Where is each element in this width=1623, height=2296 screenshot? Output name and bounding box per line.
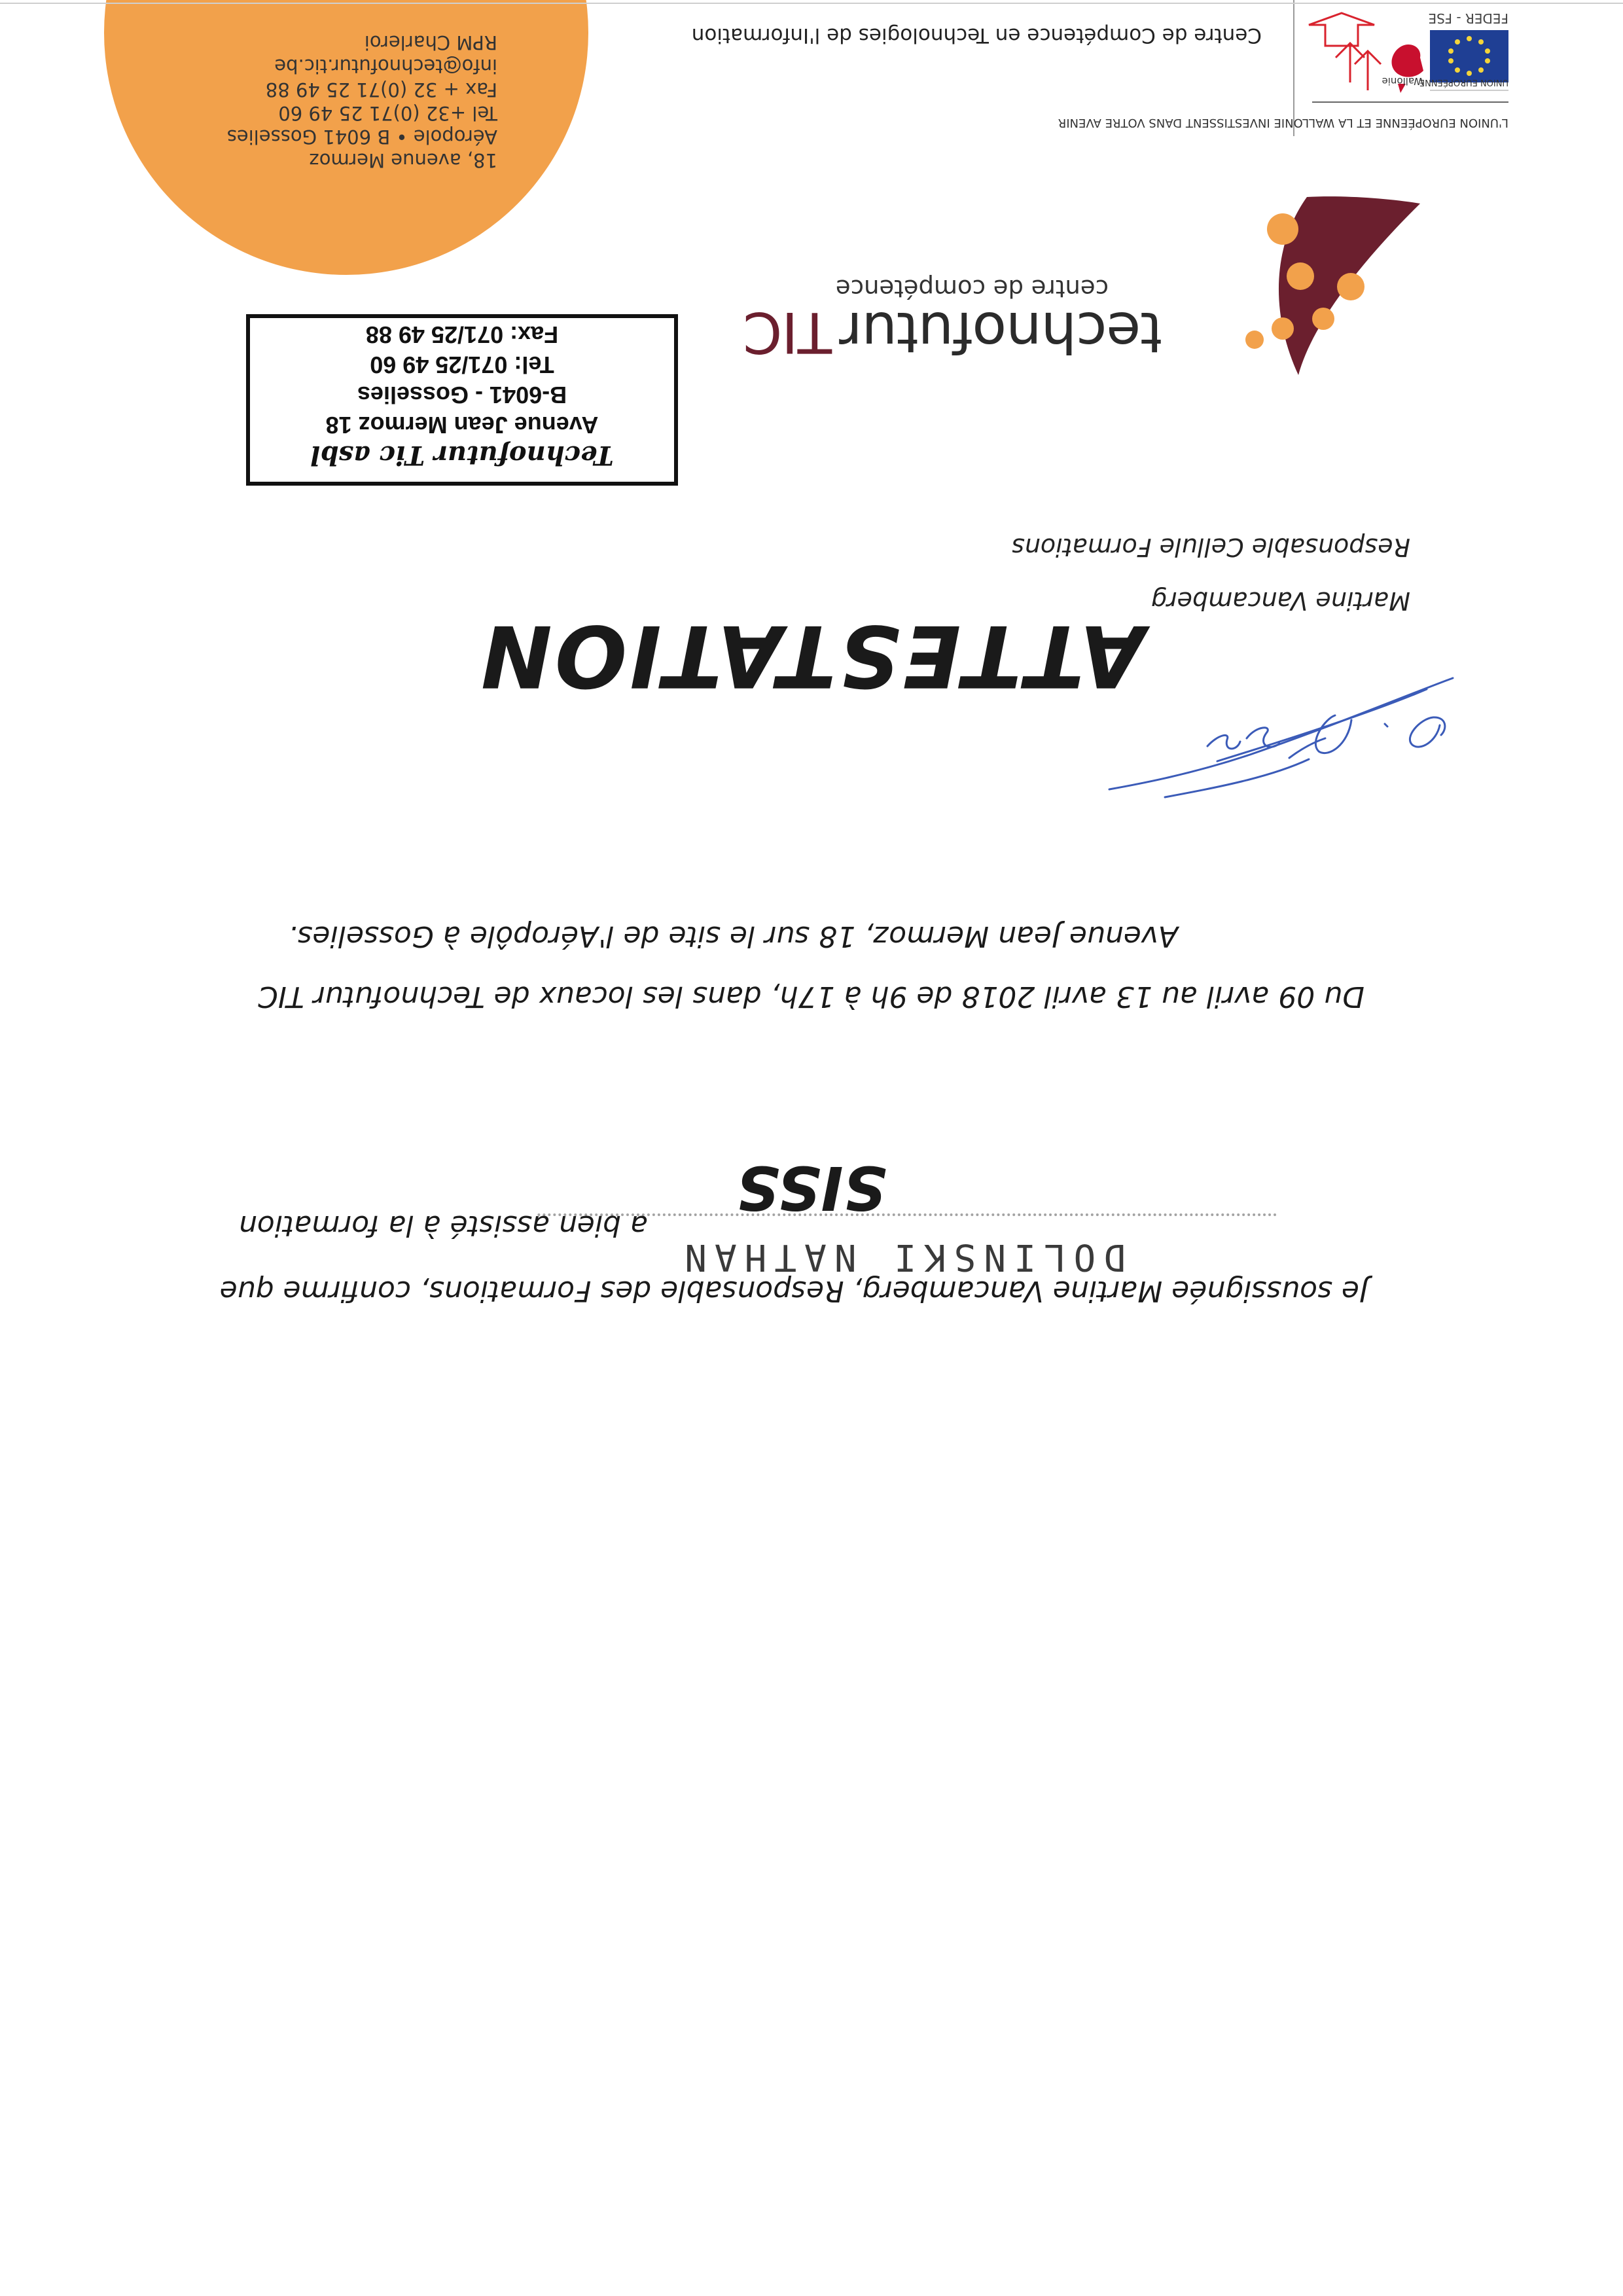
logo-brand-text: technofutur [840,299,1162,365]
eu-invest-text: L'UNION EUROPÉENNE ET LA WALLONIE INVESTISSENT DANS VOTRE AVENIR [1058,116,1508,130]
eu-feder-label: FEDER - FSE [1428,10,1508,26]
logo-subtitle: centre de compétence [835,274,1109,302]
participant-name: DOLINSKI NATHAN [677,1236,1126,1278]
eu-caption: UNION EUROPÉENNE [1419,77,1508,87]
address-line: RPM Charleroi [364,31,497,54]
footer-address [223,31,497,172]
stamp-city: B-6041 - Gosselies [357,382,567,408]
page-title: ATTESTATION [478,606,1145,706]
stamp-fax: Fax: 071/25 49 88 [365,321,559,348]
intro-text: Je soussignée Martine Vancamberg, Responsable des Formations, confirme que [219,1274,1368,1308]
stamp-street: Avenue Jean Mermoz 18 [325,412,599,439]
address-line: Tel +32 (0)71 25 49 60 [278,102,497,124]
stamp-tel: Tel: 071/25 49 60 [370,351,554,378]
logo-wordmark [743,299,1162,365]
signatory-role: Responsable Cellule Formations [1011,533,1410,562]
company-stamp [246,314,678,486]
red-arrows-icon [1309,13,1381,90]
address-line: Fax + 32 (0)71 25 49 88 [265,79,497,101]
page-edge-line [0,3,1623,4]
logo-brand-accent: TIC [743,299,832,365]
dates-text: Du 09 avril au 13 avril 2018 de 9h à 17h, dans les locaux de Technofutur TIC [258,980,1364,1013]
location-text: Avenue Jean Mermoz, 18 sur le site de l'Aéropôle à Gosselies. [288,920,1178,953]
footer-centre-text: Centre de Compétence en Technologies de l'Information [691,24,1262,47]
technofutur-logo-icon [1238,192,1428,375]
stamp-org: Technofutur Tic asbl [310,440,614,471]
attended-text: a bien assisté à la formation [238,1209,648,1242]
signatory-name: Martine Vancamberg [1150,586,1410,615]
course-title: SISS [736,1153,887,1223]
address-line: Aéropole • B 6041 Gosselies [226,126,497,148]
wallonie-label: Wallonie [1382,75,1423,87]
address-line: info@technofutur.tic.be [274,55,497,77]
handwritten-signature [1099,660,1466,823]
address-line: 18, avenue Mermoz [309,149,497,171]
